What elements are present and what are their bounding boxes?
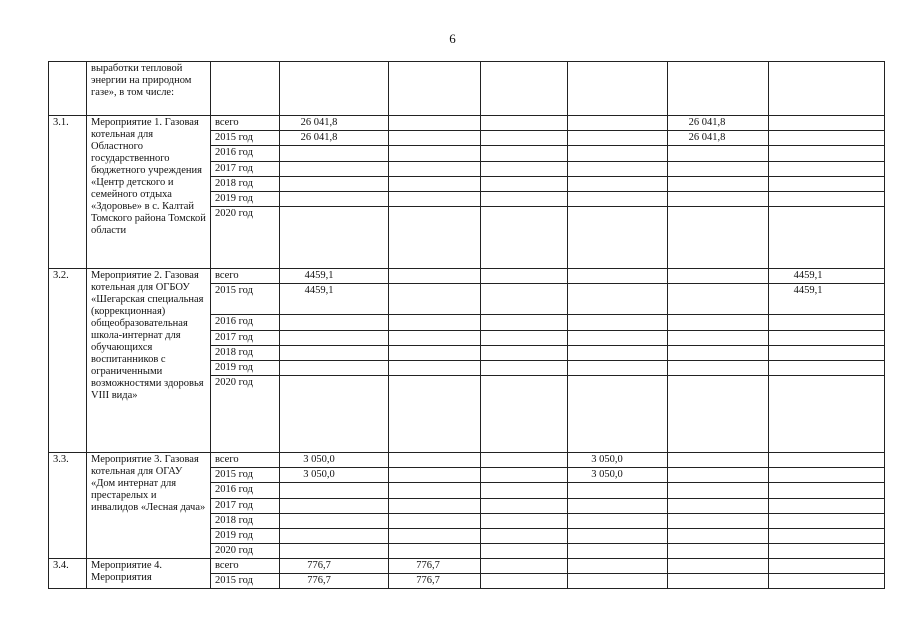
value-cell <box>568 559 668 574</box>
row-number: 3.1. <box>49 116 87 269</box>
value-cell <box>481 62 568 116</box>
year-cell: 2015 год <box>211 574 280 589</box>
value-cell <box>769 361 885 376</box>
value-cell <box>568 269 668 284</box>
value-cell <box>389 361 481 376</box>
value-cell <box>481 376 568 453</box>
year-cell: 2018 год <box>211 514 280 529</box>
value-cell <box>389 529 481 544</box>
value-text: 776,7 <box>416 575 440 586</box>
value-cell <box>280 162 389 177</box>
value-text: 26 041,8 <box>688 117 726 128</box>
value-text: 26 041,8 <box>688 132 726 143</box>
value-cell <box>280 499 389 514</box>
year-cell: 2015 год <box>211 284 280 315</box>
value-cell <box>568 284 668 315</box>
value-cell <box>481 162 568 177</box>
value-cell <box>568 162 668 177</box>
value-cell <box>668 284 769 315</box>
value-cell <box>568 544 668 559</box>
value-cell <box>568 514 668 529</box>
value-cell <box>481 361 568 376</box>
value-cell <box>389 544 481 559</box>
value-cell <box>568 315 668 331</box>
value-cell <box>389 284 481 315</box>
row-number: 3.3. <box>49 453 87 559</box>
row-number-cell <box>49 62 87 116</box>
value-cell <box>668 146 769 162</box>
value-text: 26 041,8 <box>300 117 338 128</box>
value-cell <box>481 559 568 574</box>
row-description: Мероприятие 3. Газовая котельная для ОГАУ «Дом интернат для престарелых и инвалидов «Лесная дача» <box>87 453 211 559</box>
value-cell <box>280 574 389 589</box>
value-cell <box>280 192 389 207</box>
value-cell <box>668 453 769 468</box>
value-cell <box>481 483 568 499</box>
year-cell: 2020 год <box>211 376 280 453</box>
value-cell <box>568 468 668 483</box>
value-cell <box>769 529 885 544</box>
year-cell: 2015 год <box>211 468 280 483</box>
value-cell <box>568 483 668 499</box>
value-text: 3 050,0 <box>303 454 335 465</box>
table-row <box>49 559 885 574</box>
value-text: 4459,1 <box>304 270 334 281</box>
value-cell <box>389 453 481 468</box>
value-cell <box>568 574 668 589</box>
value-cell <box>389 315 481 331</box>
value-cell <box>389 207 481 269</box>
value-cell <box>280 331 389 346</box>
value-cell <box>389 162 481 177</box>
year-cell: всего <box>211 116 280 131</box>
value-cell <box>481 284 568 315</box>
value-cell <box>481 116 568 131</box>
value-cell <box>568 453 668 468</box>
row-number: 3.2. <box>49 269 87 453</box>
value-cell <box>668 331 769 346</box>
value-cell <box>389 514 481 529</box>
value-cell <box>280 483 389 499</box>
table-row <box>49 453 885 468</box>
value-cell <box>389 559 481 574</box>
value-text: 4459,1 <box>304 285 334 296</box>
year-cell <box>211 62 280 116</box>
value-cell <box>389 574 481 589</box>
value-cell <box>481 269 568 284</box>
value-cell <box>568 131 668 146</box>
value-cell <box>280 559 389 574</box>
year-cell: 2020 год <box>211 544 280 559</box>
value-cell <box>280 269 389 284</box>
table-row <box>49 269 885 284</box>
value-cell <box>481 468 568 483</box>
value-text: 776,7 <box>307 575 331 586</box>
value-cell <box>481 574 568 589</box>
value-cell <box>568 361 668 376</box>
value-cell <box>389 116 481 131</box>
value-cell <box>668 574 769 589</box>
value-cell <box>389 192 481 207</box>
value-cell <box>769 146 885 162</box>
row-description: Мероприятие 4. Мероприятия <box>87 559 211 589</box>
value-text: 3 050,0 <box>303 469 335 480</box>
page-number: 6 <box>449 31 456 46</box>
value-cell <box>389 62 481 116</box>
value-cell <box>481 177 568 192</box>
row-description: Мероприятие 1. Газовая котельная для Областного государственного бюджетного учреждения «Центр детского и семейного отдыха «Здоровье» в с. Калтай Томского района Томской области <box>87 116 211 269</box>
value-cell <box>668 346 769 361</box>
year-cell: 2018 год <box>211 346 280 361</box>
value-cell <box>668 376 769 453</box>
value-cell <box>481 192 568 207</box>
budget-table <box>48 61 885 589</box>
year-cell: 2020 год <box>211 207 280 269</box>
value-cell <box>769 269 885 284</box>
year-cell: 2017 год <box>211 499 280 514</box>
value-cell <box>389 177 481 192</box>
year-cell: 2016 год <box>211 315 280 331</box>
value-cell <box>769 483 885 499</box>
year-cell: всего <box>211 559 280 574</box>
value-cell <box>769 315 885 331</box>
value-cell <box>769 207 885 269</box>
value-cell <box>568 376 668 453</box>
value-cell <box>481 331 568 346</box>
value-cell <box>769 116 885 131</box>
value-cell <box>769 453 885 468</box>
year-cell: 2015 год <box>211 131 280 146</box>
value-cell <box>389 146 481 162</box>
value-cell <box>280 315 389 331</box>
value-text: 3 050,0 <box>591 454 623 465</box>
value-cell <box>481 514 568 529</box>
year-cell: 2019 год <box>211 361 280 376</box>
value-cell <box>481 146 568 162</box>
value-cell <box>481 544 568 559</box>
value-cell <box>668 269 769 284</box>
value-cell <box>668 116 769 131</box>
value-cell <box>668 468 769 483</box>
value-text: 3 050,0 <box>591 469 623 480</box>
value-cell <box>481 529 568 544</box>
value-cell <box>769 376 885 453</box>
value-cell <box>668 559 769 574</box>
value-cell <box>280 468 389 483</box>
table-row <box>49 116 885 131</box>
value-cell <box>769 499 885 514</box>
value-cell <box>668 544 769 559</box>
value-cell <box>481 315 568 331</box>
row-number: 3.4. <box>49 559 87 589</box>
year-cell: 2016 год <box>211 146 280 162</box>
value-cell <box>280 529 389 544</box>
value-cell <box>568 207 668 269</box>
row-description: выработки тепловой энергии на природном газе», в том числе: <box>87 62 211 116</box>
value-cell <box>280 207 389 269</box>
value-cell <box>389 376 481 453</box>
year-cell: всего <box>211 269 280 284</box>
value-cell <box>668 361 769 376</box>
row-description: Мероприятие 2. Газовая котельная для ОГБОУ «Шегарская специальная (коррекционная) общеобразовательная школа-интернат для обучающихся воспитанников с ограниченными возможностями здоровья VIII вида» <box>87 269 211 453</box>
value-cell <box>769 559 885 574</box>
year-cell: 2018 год <box>211 177 280 192</box>
value-cell <box>769 544 885 559</box>
value-cell <box>280 116 389 131</box>
value-cell <box>389 346 481 361</box>
value-cell <box>481 453 568 468</box>
value-cell <box>389 499 481 514</box>
value-cell <box>769 162 885 177</box>
year-cell: 2019 год <box>211 529 280 544</box>
value-cell <box>668 177 769 192</box>
value-text: 4459,1 <box>793 285 823 296</box>
value-cell <box>389 131 481 146</box>
value-cell <box>280 146 389 162</box>
value-cell <box>481 207 568 269</box>
year-cell: всего <box>211 453 280 468</box>
value-cell <box>481 346 568 361</box>
value-cell <box>769 62 885 116</box>
value-cell <box>769 514 885 529</box>
value-cell <box>389 483 481 499</box>
value-cell <box>668 207 769 269</box>
value-cell <box>568 346 668 361</box>
value-text: 4459,1 <box>793 270 823 281</box>
value-cell <box>389 331 481 346</box>
value-cell <box>568 62 668 116</box>
value-cell <box>668 514 769 529</box>
value-cell <box>280 62 389 116</box>
year-cell: 2017 год <box>211 162 280 177</box>
value-cell <box>568 499 668 514</box>
value-cell <box>769 284 885 315</box>
value-cell <box>769 177 885 192</box>
value-cell <box>568 177 668 192</box>
value-cell <box>280 453 389 468</box>
value-cell <box>668 131 769 146</box>
year-cell: 2019 год <box>211 192 280 207</box>
value-cell <box>568 116 668 131</box>
value-cell <box>668 499 769 514</box>
year-cell: 2016 год <box>211 483 280 499</box>
value-cell <box>769 468 885 483</box>
value-cell <box>568 529 668 544</box>
value-cell <box>668 315 769 331</box>
value-cell <box>280 284 389 315</box>
value-cell <box>769 346 885 361</box>
value-cell <box>668 192 769 207</box>
value-cell <box>668 162 769 177</box>
value-cell <box>481 499 568 514</box>
value-cell <box>568 146 668 162</box>
value-cell <box>668 483 769 499</box>
value-cell <box>568 192 668 207</box>
value-cell <box>668 529 769 544</box>
value-cell <box>568 331 668 346</box>
value-cell <box>389 468 481 483</box>
value-text: 776,7 <box>307 560 331 571</box>
value-text: 776,7 <box>416 560 440 571</box>
value-cell <box>280 361 389 376</box>
value-cell <box>280 346 389 361</box>
value-cell <box>769 131 885 146</box>
value-cell <box>769 574 885 589</box>
value-cell <box>769 331 885 346</box>
value-cell <box>280 376 389 453</box>
value-cell <box>280 177 389 192</box>
value-cell <box>280 544 389 559</box>
value-cell <box>280 131 389 146</box>
value-cell <box>769 192 885 207</box>
intro-row <box>49 62 885 116</box>
value-cell <box>389 269 481 284</box>
value-cell <box>280 514 389 529</box>
year-cell: 2017 год <box>211 331 280 346</box>
value-cell <box>668 62 769 116</box>
value-text: 26 041,8 <box>300 132 338 143</box>
value-cell <box>481 131 568 146</box>
